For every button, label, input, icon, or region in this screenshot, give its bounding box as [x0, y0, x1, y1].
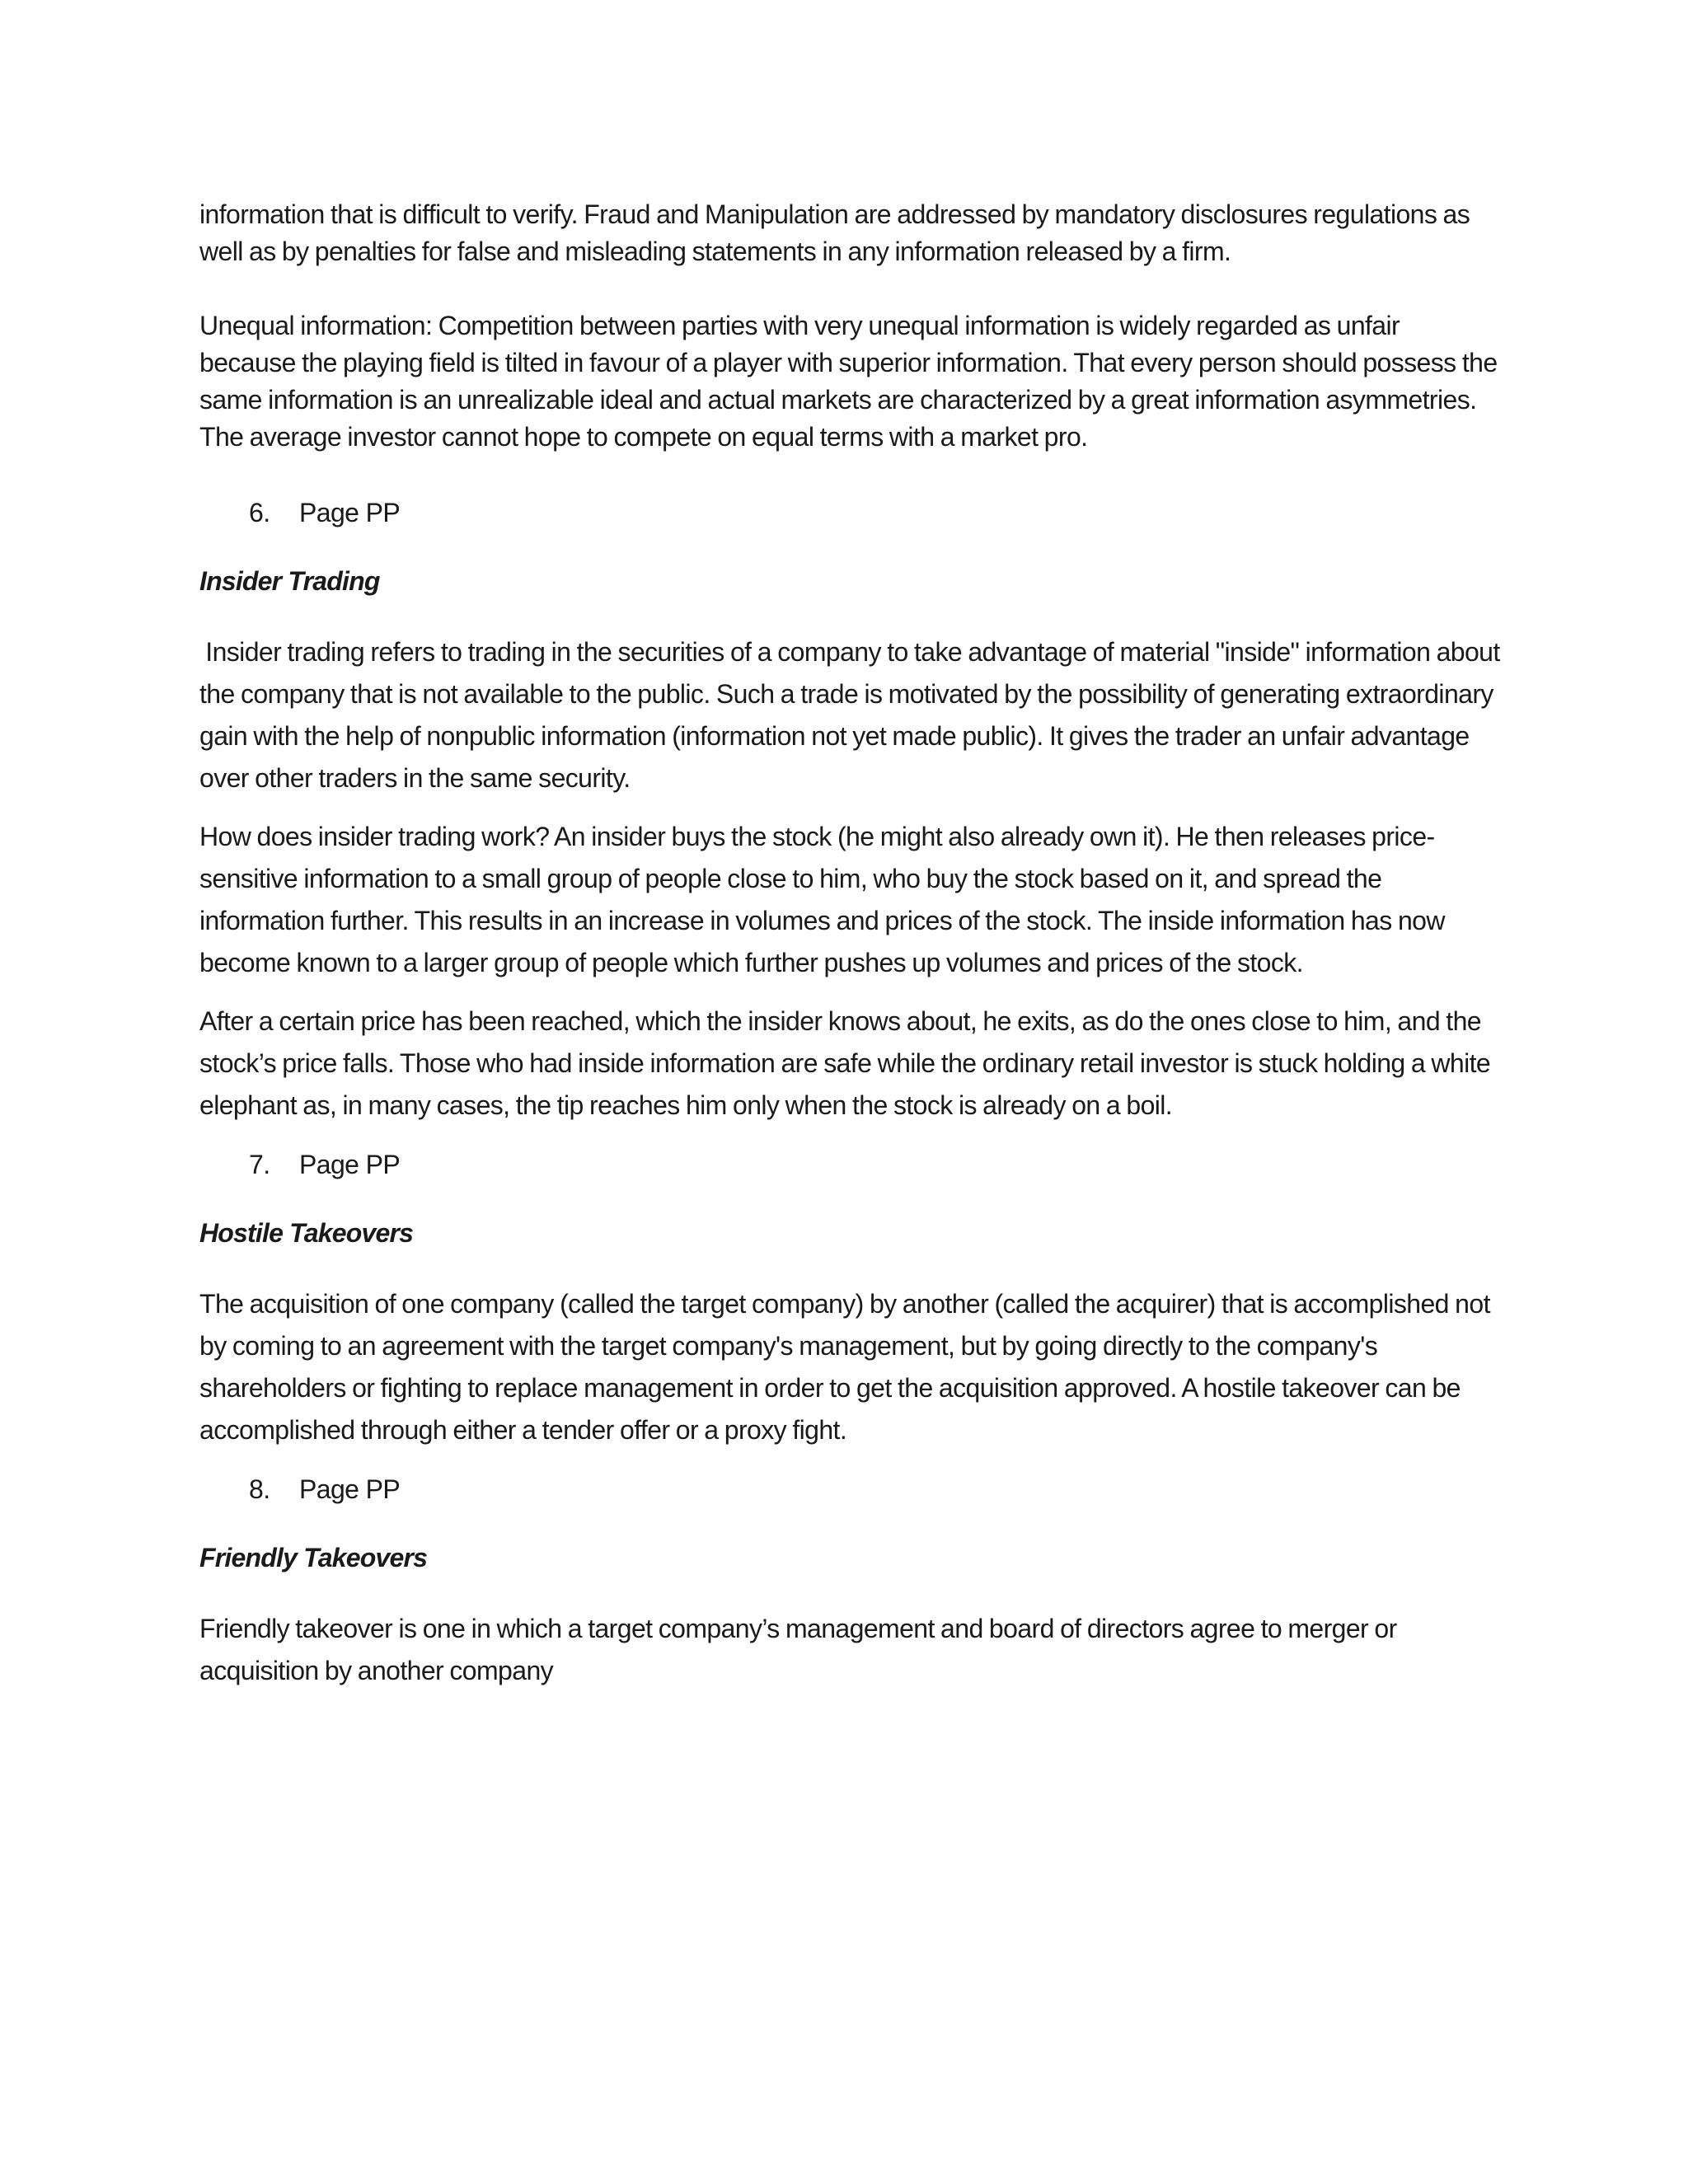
paragraph-unequal-information: Unequal information: Competition between parties with very unequal information is widely regarded as unfair because the playing field is tilted in favour of a player with superior information. That every person should possess the same information is an unrealizable ideal and actual markets are characterized by a great information asymmetries. The average investor cannot hope to compete on equal terms with a market pro.	[199, 311, 1498, 452]
heading-text: Friendly Takeovers	[199, 1543, 428, 1572]
heading-text: Insider Trading	[199, 566, 380, 596]
list-number: 8.	[249, 1474, 270, 1504]
paragraph-friendly-takeovers: Friendly takeover is one in which a target company’s management and board of directors agree to merger or acquisition by another company	[199, 1614, 1397, 1685]
heading-text: Hostile Takeovers	[199, 1218, 414, 1248]
heading-friendly-takeovers	[199, 1540, 1502, 1577]
heading-hostile-takeovers	[199, 1215, 1502, 1252]
list-text: Page PP	[299, 498, 401, 527]
list-text: Page PP	[299, 1150, 401, 1179]
paragraph-hostile-takeovers: The acquisition of one company (called the target company) by another (called the acquirer) that is accomplished not by coming to an agreement with the target company's management, but by going directly to the company's shareholders or fighting to replace management in order to get the acquisition approved. A hostile takeover can be accomplished through either a tender offer or a proxy fight.	[199, 1289, 1490, 1445]
list-item-page-8	[199, 1471, 1502, 1508]
document-body	[199, 196, 1506, 1692]
list-item-page-7	[199, 1146, 1502, 1183]
list-number: 6.	[249, 498, 270, 527]
list-text: Page PP	[299, 1474, 401, 1504]
paragraph-insider-trading-definition: Insider trading refers to trading in the securities of a company to take advantage of material "inside" information about the company that is not available to the public. Such a trade is motivated by the possibility of generating extraordinary gain with the help of nonpublic information (information not yet made public). It gives the trader an unfair advantage over other traders in the same security.	[199, 637, 1506, 793]
heading-insider-trading	[199, 563, 1502, 600]
list-item-page-6	[199, 494, 1502, 532]
paragraph-insider-trading-exit: After a certain price has been reached, which the insider knows about, he exits, as do the ones close to him, and the stock’s price falls. Those who had inside information are safe while the ordinary retail investor is stuck holding a white elephant as, in many cases, the tip reaches him only when the stock is already on a boil.	[199, 1006, 1491, 1120]
paragraph-fraud-manipulation: information that is difficult to verify. Fraud and Manipulation are addressed by mandatory disclosures regulations as well as by penalties for false and misleading statements in any information released by a firm.	[199, 199, 1470, 266]
list-number: 7.	[249, 1150, 270, 1179]
paragraph-insider-trading-how: How does insider trading work? An insider buys the stock (he might also already own it). He then releases price- sensitive information to a small group of people close to him, who buy the stock based on it, and spread the information further. This results in an increase in volumes and prices of the stock. The inside information has now become known to a larger group of people which further pushes up volumes and prices of the stock.	[199, 822, 1445, 977]
